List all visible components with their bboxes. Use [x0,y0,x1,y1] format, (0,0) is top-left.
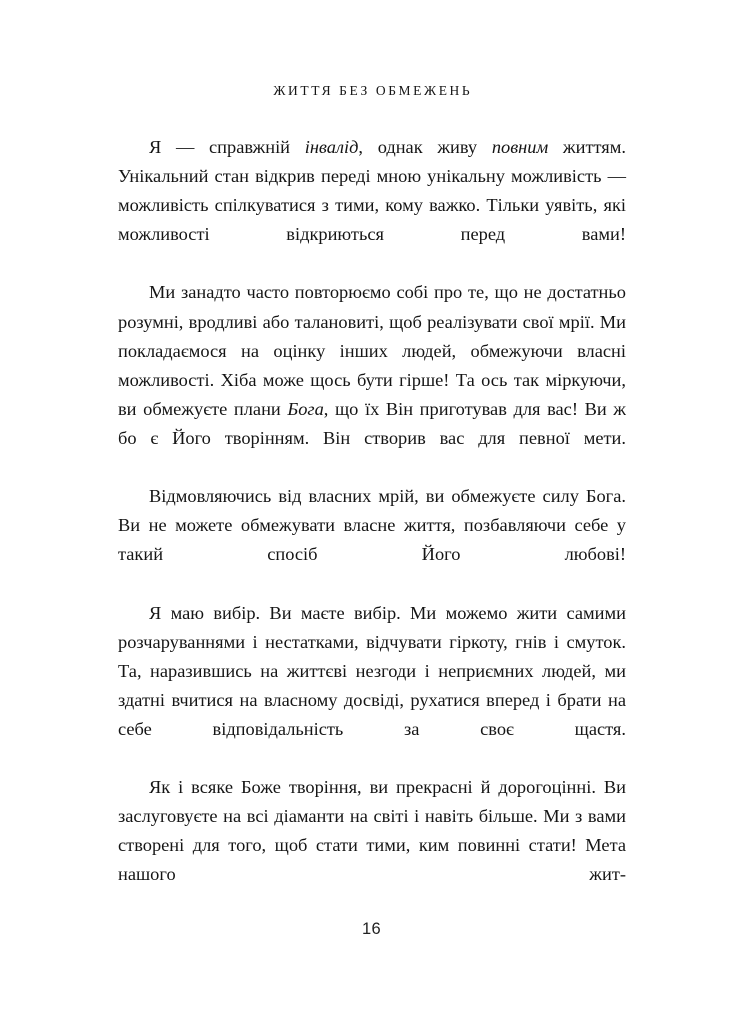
text-run: Я — справжній [149,137,305,157]
paragraph-1 [118,133,626,278]
paragraph-5 [118,773,626,918]
text-run: , однак живу [358,137,492,157]
italic-run: повним [491,137,549,157]
text-run: життям. Унікальний стан відкрив переді мною унікальну можливість — можливість спілкуватися з тими, кому важко. Тільки уявіть, які можливості відкриються перед вами! [118,137,626,245]
text-run: Я маю вибір. Ви маєте вибір. Ми можемо жити самими розчаруваннями і нестатками, відчувати гіркоту, гнів і смуток. Та, наразившись на життєві незгоди і неприємних людей, ми здатні вчитися на власному досвіді, рухатися вперед і брати на себе відповідальність за своє щастя. [118,602,626,739]
text-run: , що їх Він приготував для вас! Ви ж бо є Його творінням. Він створив вас для певної мети. [118,398,626,448]
page-number: 16 [362,920,381,938]
italic-run: Бога [287,398,324,419]
paragraph-2 [118,278,626,482]
text-run: Ми занадто часто повторюємо собі про те, що не достатньо розумні, вродливі або талановиті, щоб реалізувати свої мрії. Ми покладаємося на оцінку інших людей, обмежуючи власні можливості. Хіба може щось бути гірше! Та ось так міркуючи, ви обмежуєте плани [118,282,626,419]
italic-run: інвалід [304,137,359,157]
paragraph-3 [118,482,626,598]
body-text-block [118,133,626,919]
running-header: ЖИТТЯ БЕЗ ОБМЕЖЕНЬ [273,83,473,98]
paragraph-4 [118,599,626,774]
text-run: Відмовляючись від власних мрій, ви обмежуєте силу Бога. Ви не можете обмежувати власне життя, позбавляючи себе у такий спосіб Його любові! [118,486,626,565]
text-run: Як і всяке Боже творіння, ви прекрасні й дорогоцінні. Ви заслуговуєте на всі діаманти на світі і навіть більше. Ми з вами створені для того, щоб стати тими, ким повинні стати! Мета нашого жит- [118,777,626,885]
